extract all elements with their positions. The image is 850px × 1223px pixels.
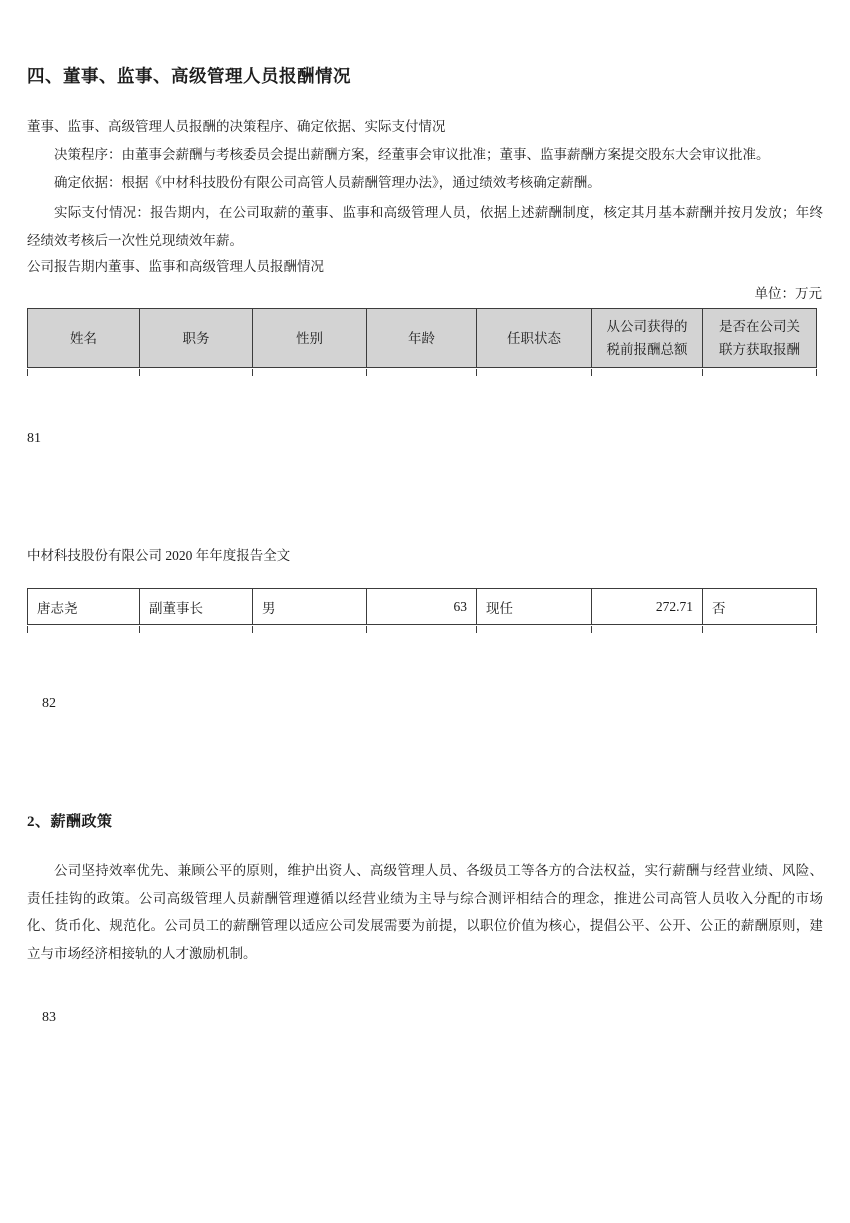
stub-line: [477, 369, 592, 376]
stub-line: [28, 626, 140, 633]
header-label-gender: 性别: [296, 330, 323, 346]
table-pagebreak-stubs-top: [27, 369, 817, 376]
actual-payment-paragraph: 实际支付情况：报告期内，在公司取薪的董事、监事和高级管理人员，依据上述薪酬制度，核定其月基本薪酬并按月发放；年终经绩效考核后一次性兑现绩效年薪。: [27, 205, 823, 248]
header-label-related-party-line2: 联方获取报酬: [719, 342, 800, 357]
header-cell-status: [477, 309, 592, 367]
cell-gender: 男: [253, 589, 367, 624]
table-data-row: [27, 588, 817, 625]
header-cell-pretax-pay: [592, 309, 703, 367]
stub-line: [140, 369, 253, 376]
table-caption: 公司报告期内董事、监事和高级管理人员报酬情况: [27, 259, 324, 274]
header-label-age: 年龄: [408, 330, 435, 346]
determination-basis-paragraph: 确定依据：根据《中材科技股份有限公司高管人员薪酬管理办法》，通过绩效考核确定薪酬。: [54, 175, 601, 190]
header-label-name: 姓名: [70, 330, 97, 346]
stub-line: [253, 626, 367, 633]
table-pagebreak-stubs-bottom: [27, 626, 817, 633]
cell-name: 唐志尧: [28, 589, 140, 624]
stub-line: [477, 626, 592, 633]
stub-line: [367, 626, 477, 633]
header-label-pretax-pay-line1: 从公司获得的: [606, 319, 688, 334]
stub-line: [140, 626, 253, 633]
table-header-row: [27, 308, 817, 368]
header-label-related-party-line1: 是否在公司关: [719, 319, 800, 334]
stub-line: [367, 369, 477, 376]
header-label-pretax-pay-line2: 税前报酬总额: [606, 342, 688, 357]
compensation-table-row: [27, 588, 817, 625]
page-number-81: 81: [27, 431, 41, 446]
stub-line: [703, 369, 817, 376]
header-cell-gender: [253, 309, 367, 367]
header-cell-related-party: [703, 309, 816, 367]
header-cell-position: [140, 309, 253, 367]
header-cell-name: [28, 309, 140, 367]
cell-position: 副董事长: [140, 589, 253, 624]
stub-line: [592, 626, 703, 633]
cell-related-party: 否: [712, 600, 726, 616]
decision-procedure-paragraph: 决策程序：由董事会薪酬与考核委员会提出薪酬方案，经董事会审议批准；董事、监事薪酬方案提交股东大会审议批准。: [54, 147, 770, 162]
report-running-header: 中材科技股份有限公司 2020 年年度报告全文: [27, 548, 291, 563]
cell-age: 63: [367, 589, 477, 624]
remuneration-intro-line: 董事、监事、高级管理人员报酬的决策程序、确定依据、实际支付情况: [27, 119, 446, 134]
stub-line: [592, 369, 703, 376]
page-number-83: 83: [42, 1010, 56, 1025]
page-number-82: 82: [42, 696, 56, 711]
cell-status: 现任: [477, 589, 592, 624]
stub-line: [28, 369, 140, 376]
salary-policy-paragraph: 公司坚持效率优先、兼顾公平的原则，维护出资人、高级管理人员、各级员工等各方的合法权益，实行薪酬与经营业绩、风险、责任挂钩的政策。公司高级管理人员薪酬管理遵循以经营业绩为主导与综合测评相结合的理念，推进公司高管人员收入分配的市场化、货币化、规范化。公司员工的薪酬管理以适应公司发展需要为前提，以职位价值为核心，提倡公平、公开、公正的薪酬原则，建立与市场经济相接轨的人才激励机制。: [27, 863, 823, 961]
cell-pretax-pay: 272.71: [592, 589, 703, 624]
stub-line: [703, 626, 817, 633]
salary-policy-heading: 2、薪酬政策: [27, 814, 113, 830]
stub-line: [253, 369, 367, 376]
compensation-table-header: [27, 308, 817, 368]
header-label-position: 职务: [182, 330, 210, 346]
header-label-status: 任职状态: [507, 330, 561, 346]
section-title: 四、董事、监事、高级管理人员报酬情况: [27, 66, 351, 86]
unit-label: 单位：万元: [754, 286, 822, 301]
header-cell-age: [367, 309, 477, 367]
